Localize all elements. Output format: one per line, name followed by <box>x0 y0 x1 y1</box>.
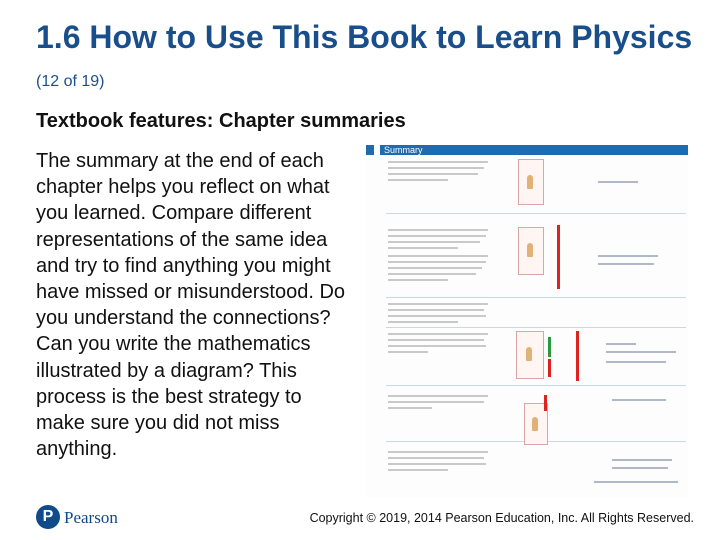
slide-title <box>36 18 696 101</box>
summary-heading-marker <box>366 145 374 155</box>
summary-heading: Summary <box>384 145 423 155</box>
summary-page-image <box>366 145 688 497</box>
pearson-logo-mark: P <box>36 505 60 529</box>
copyright-notice: Copyright © 2019, 2014 Pearson Education, Inc. All Rights Reserved. <box>309 511 694 525</box>
body-text: The summary at the end of each chapter helps you reflect on what you learned. Compare different representations of the same idea and try to find anything you might have missed or misunderstood. Do you understand the connections? Can you write the mathematics illustrated by a diagram? This process is the best strategy to make sure you did not miss anything. <box>36 150 346 461</box>
pearson-logo-word: Pearson <box>64 508 118 527</box>
slide-subtitle: Textbook features: Chapter summaries <box>36 110 406 132</box>
pearson-logo <box>36 505 176 531</box>
title-suffix: (12 of 19) <box>36 73 105 90</box>
summary-heading-bar <box>380 145 688 155</box>
title-text: 1.6 How to Use This Book to Learn Physics <box>36 19 693 55</box>
